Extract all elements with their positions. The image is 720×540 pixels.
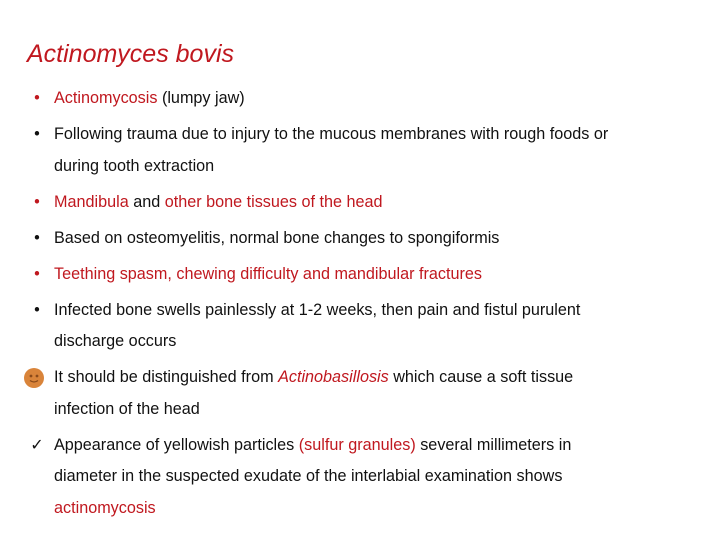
list-item	[27, 430, 717, 525]
text-segment: infection of the head	[54, 399, 200, 418]
text-segment: which cause a soft tissue	[388, 368, 574, 386]
bullet-icon: •	[34, 300, 40, 319]
bullet-icon: •	[34, 192, 40, 211]
list-item	[27, 223, 717, 255]
bullet-icon: •	[34, 89, 40, 107]
text-segment: Based on osteomyelitis, normal bone changes to spongiformis	[54, 228, 500, 247]
highlighted-text: Actinomycosis	[54, 89, 158, 107]
text-segment: Infected bone swells painlessly at 1-2 weeks, then pain and fistul purulent	[54, 300, 581, 319]
text-segment: Appearance of yellowish particles	[54, 435, 299, 454]
slide-title: Actinomyces bovis	[27, 40, 235, 68]
text-line	[54, 119, 717, 151]
text-segment: Following trauma due to injury to the mucous membranes with rough foods or	[54, 125, 609, 143]
text-segment: several millimeters in	[415, 435, 572, 454]
text-line	[54, 151, 717, 183]
text-line	[54, 295, 717, 327]
list-item	[27, 119, 717, 182]
highlighted-text: other bone tissues of the head	[164, 192, 383, 211]
text-line	[54, 394, 717, 426]
checkmark-icon: ✓	[30, 435, 44, 454]
list-item	[27, 187, 717, 219]
text-line	[54, 223, 717, 255]
highlighted-text: actinomycosis	[54, 498, 156, 517]
bullet-icon: •	[34, 228, 40, 247]
highlighted-text: Teething spasm, chewing difficulty and mandibular fractures	[54, 264, 482, 283]
text-line	[54, 259, 717, 291]
text-segment: and	[128, 192, 165, 211]
text-line	[54, 362, 717, 394]
highlighted-text: Mandibula	[54, 192, 129, 211]
list-item	[27, 259, 717, 291]
list-item	[27, 362, 717, 425]
text-segment: diameter in the suspected exudate of the interlabial examination shows	[54, 467, 563, 485]
text-segment: discharge occurs	[54, 332, 177, 350]
bullet-list	[27, 83, 717, 529]
text-segment: It should be distinguished from	[54, 368, 279, 386]
highlighted-text: Actinobasillosis	[278, 368, 389, 386]
text-line	[54, 83, 717, 115]
text-segment: during tooth extraction	[54, 156, 215, 175]
list-item	[27, 295, 717, 358]
list-item	[27, 83, 717, 115]
text-line	[54, 493, 717, 525]
smiley-icon	[24, 368, 44, 388]
text-line	[54, 430, 717, 462]
text-line	[54, 326, 717, 358]
text-segment: (lumpy jaw)	[157, 89, 245, 107]
bullet-icon: •	[34, 125, 40, 143]
highlighted-text: (sulfur granules)	[298, 435, 416, 454]
text-line	[54, 187, 717, 219]
bullet-icon: •	[34, 264, 40, 283]
text-line	[54, 461, 717, 493]
